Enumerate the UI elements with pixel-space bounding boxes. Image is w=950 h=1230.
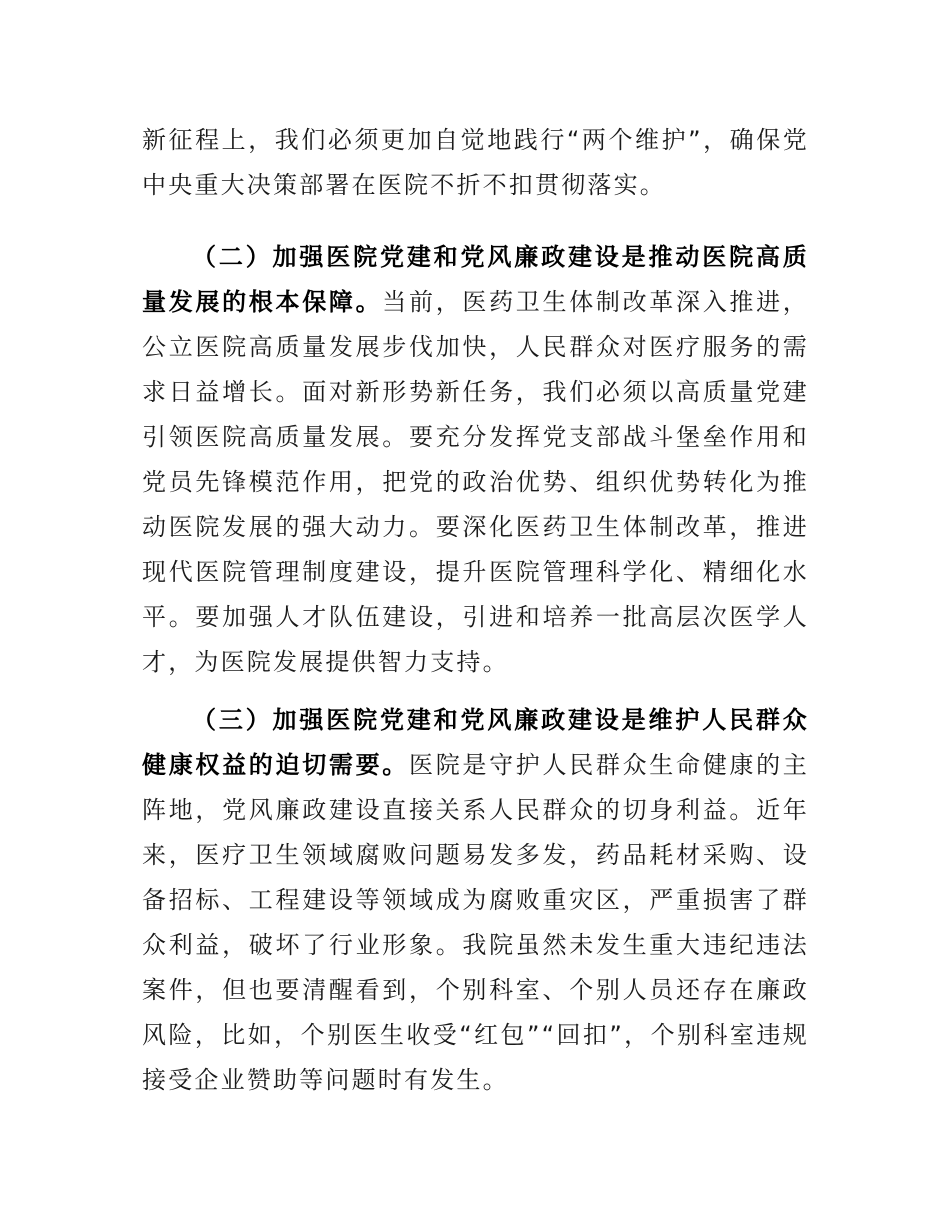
paragraph-body: 医院是守护人民群众生命健康的主阵地，党风廉政建设直接关系人民群众的切身利益。近年来，医疗卫生领域腐败问题易发多发，药品耗材采购、设备招标、工程建设等领域成为腐败重灾区，严重损害了群众利益，破坏了行业形象。我院虽然未发生重大违纪违法案件，但也要清醒看到，个别科室、个别人员还存在廉政风险，比如，个别医生收受“红包”“回扣”，个别科室违规接受企业赞助等问题时有发生。 <box>142 751 809 1094</box>
section-heading: （三）加强医院党建和党风廉政建设是维护人民群众健康权益的迫切需要。 <box>142 706 809 779</box>
paragraph-continuation <box>142 118 809 208</box>
paragraph-section-2 <box>142 235 809 685</box>
paragraph-section-3 <box>142 698 809 1103</box>
paragraph-body: 当前，医药卫生体制改革深入推进，公立医院高质量发展步伐加快，人民群众对医疗服务的需求日益增长。面对新形势新任务，我们必须以高质量党建引领医院高质量发展。要充分发挥党支部战斗堡垒作用和党员先锋模范作用，把党的政治优势、组织优势转化为推动医院发展的强大动力。要深化医药卫生体制改革，推进现代医院管理制度建设，提升医院管理科学化、精细化水平。要加强人才队伍建设，引进和培养一批高层次医学人才，为医院发展提供智力支持。 <box>142 288 809 676</box>
paragraph-body: 新征程上，我们必须更加自觉地践行“两个维护”，确保党中央重大决策部署在医院不折不扣贯彻落实。 <box>142 126 809 199</box>
section-heading: （二）加强医院党建和党风廉政建设是推动医院高质量发展的根本保障。 <box>142 243 809 316</box>
